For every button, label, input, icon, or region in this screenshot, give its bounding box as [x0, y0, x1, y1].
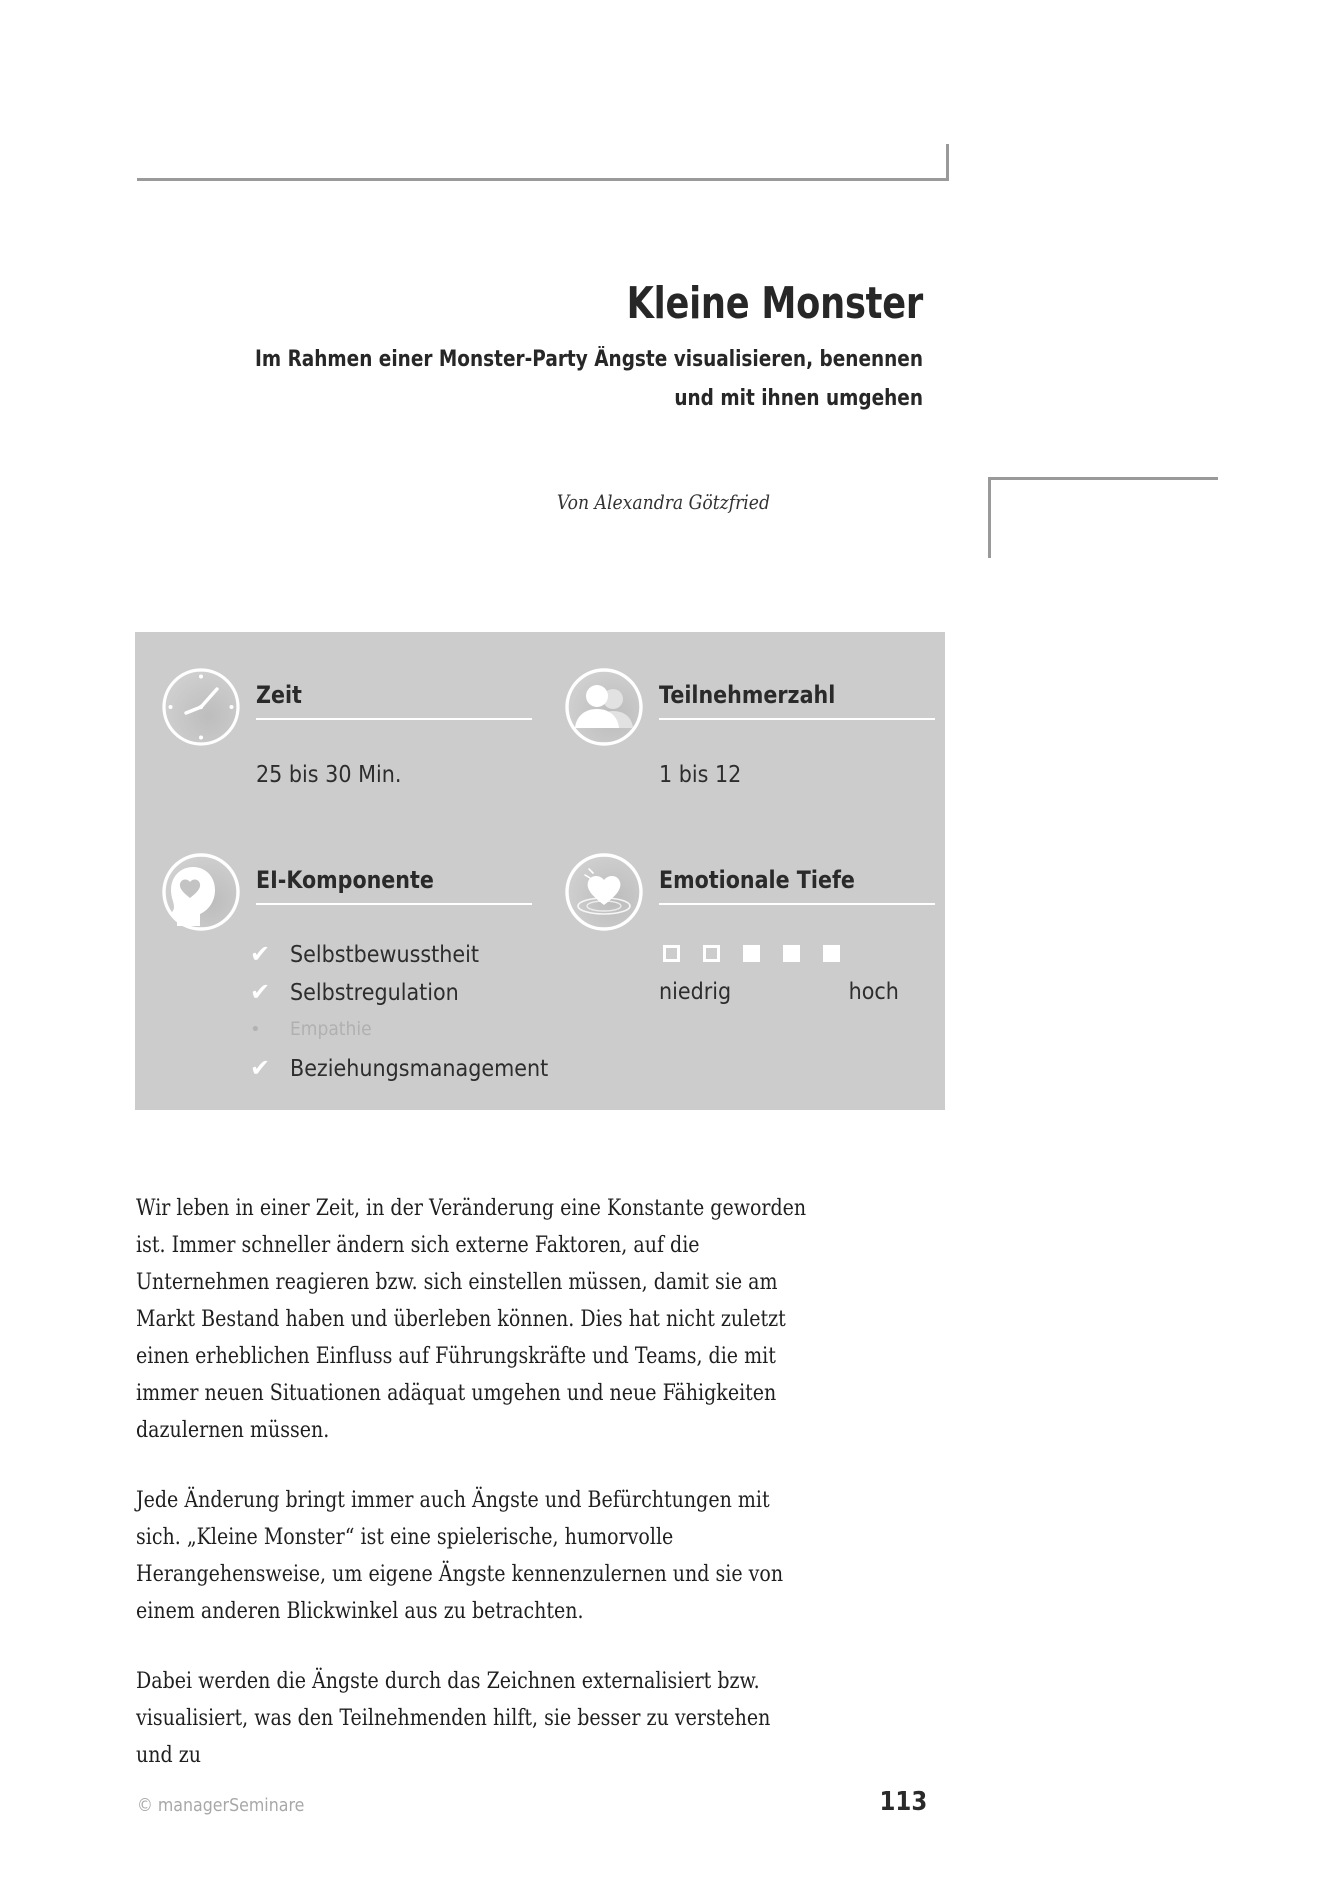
depth-square-1 — [663, 945, 680, 962]
check-icon: ✔ — [250, 978, 271, 1006]
list-item-label: Selbstregulation — [290, 980, 459, 1006]
list-item — [250, 1049, 577, 1087]
head-heart-icon — [160, 851, 242, 933]
header-rule-tick — [946, 144, 949, 181]
info-cell-underline — [659, 903, 935, 905]
clock-icon — [160, 666, 242, 748]
ei-component-list — [250, 935, 577, 1087]
page-title: Kleine Monster — [626, 278, 923, 330]
list-item — [250, 935, 577, 973]
emotional-depth-labels — [659, 979, 899, 1005]
info-cell-value: 1 bis 12 — [659, 762, 742, 788]
depth-high-label: hoch — [848, 979, 899, 1005]
depth-square-5 — [823, 945, 840, 962]
info-cell-title: Zeit — [256, 681, 302, 709]
list-item — [250, 1011, 577, 1049]
depth-square-3 — [743, 945, 760, 962]
list-item-label: Beziehungsmanagement — [290, 1056, 549, 1082]
depth-low-label: niedrig — [659, 979, 732, 1005]
heart-ripple-icon — [563, 851, 645, 933]
info-cell-value: 25 bis 30 Min. — [256, 762, 402, 788]
info-cell-underline — [256, 718, 532, 720]
body-paragraph: Dabei werden die Ängste durch das Zeichnen externalisiert bzw. visualisiert, was den Teilnehmenden hilft, sie besser zu verstehen und zu — [136, 1668, 771, 1768]
footer-credit: © managerSeminare — [137, 1795, 305, 1816]
participants-icon — [563, 666, 645, 748]
info-cell-title: EI-Komponente — [256, 866, 434, 894]
list-item-label: Selbstbewusstheit — [290, 942, 479, 968]
page-number: 113 — [879, 1787, 927, 1817]
info-cell-underline — [256, 903, 532, 905]
info-cell-title: Emotionale Tiefe — [659, 866, 855, 894]
check-icon: ✔ — [250, 940, 271, 968]
author-byline: Von Alexandra Götzfried — [556, 490, 770, 514]
info-cell-title: Teilnehmerzahl — [659, 681, 836, 709]
list-item-label: Empathie — [290, 1018, 372, 1040]
check-icon: ✔ — [250, 1054, 271, 1082]
byline-bracket-horizontal — [988, 477, 1218, 480]
subtitle-line-2: und mit ihnen umgehen — [674, 386, 923, 411]
info-cell-underline — [659, 718, 935, 720]
article-body — [136, 1190, 812, 1774]
subtitle-line-1: Im Rahmen einer Monster-Party Ängste visualisieren, benennen — [255, 347, 923, 372]
body-paragraph: Wir leben in einer Zeit, in der Veränderung eine Konstante geworden ist. Immer schneller ändern sich externe Faktoren, auf die Unternehmen reagieren bzw. sich einstellen müssen, damit sie am Markt Bestand haben und überleben können. Dies hat nicht zuletzt einen erheblichen Einfluss auf Führungskräfte und Teams, die mit immer neuen Situationen adäquat umgehen und neue Fähigkeiten dazulernen müssen. — [136, 1195, 807, 1443]
depth-square-2 — [703, 945, 720, 962]
emotional-depth-scale — [663, 945, 840, 962]
body-paragraph: Jede Änderung bringt immer auch Ängste und Befürchtungen mit sich. „Kleine Monster“ ist eine spielerische, humorvolle Herangehensweise, um eigene Ängste kennenzulernen und sie von einem anderen Blickwinkel aus zu betrachten. — [136, 1487, 784, 1624]
info-box — [135, 632, 945, 1110]
page-subtitle — [167, 340, 923, 418]
list-item — [250, 973, 577, 1011]
dot-icon: • — [250, 1019, 261, 1040]
depth-square-4 — [783, 945, 800, 962]
header-rule — [137, 178, 949, 181]
byline-bracket-vertical — [988, 477, 991, 558]
